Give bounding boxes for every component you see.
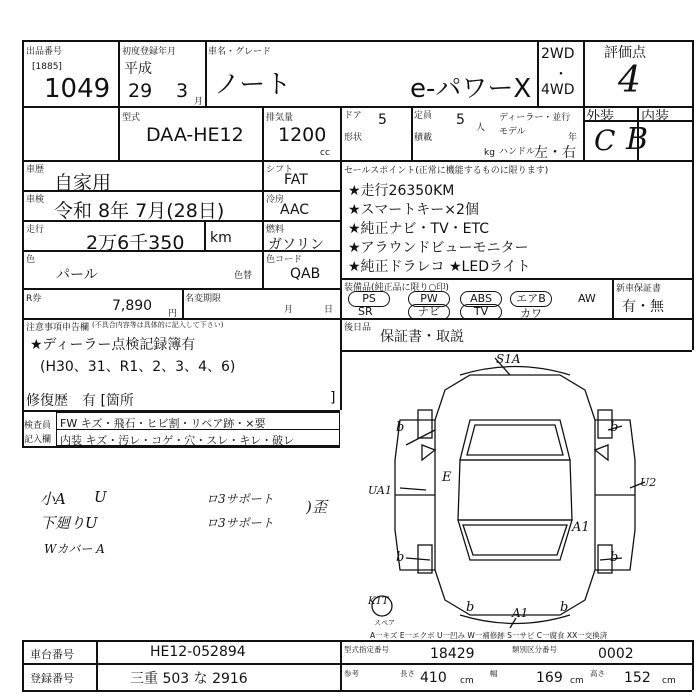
use: 自家用 <box>54 172 112 194</box>
hand-note-r2: ロ3サポート <box>206 516 274 530</box>
repair-end: ] <box>330 390 336 406</box>
fuel-label: 燃料 <box>266 225 285 235</box>
grade: e-パワーX <box>410 74 532 104</box>
hand-note-1b: U <box>94 488 107 506</box>
recycle-unit: 円 <box>168 309 178 319</box>
load-label: 積載 <box>414 133 433 143</box>
mark-b-5: b <box>466 600 475 615</box>
month-unit: 月 <box>194 97 204 107</box>
hand-note-brace: )歪 <box>306 498 327 516</box>
height: 152 <box>624 670 651 686</box>
equip-aw: AW <box>578 292 596 305</box>
hand-note-r1: ロ3サポート <box>206 492 274 506</box>
notes-sub: (不具合内容等は具体的に記入して下さい) <box>92 321 224 329</box>
era: 平成 <box>124 61 152 77</box>
mark-e: E <box>442 470 452 485</box>
int-label: 内装 <box>641 109 669 125</box>
inspector-label-2: 記入欄 <box>24 435 52 445</box>
inspector-row2: 内装 キズ・汚レ・コゲ・穴・スレ・キレ・破レ <box>60 434 295 447</box>
ac-label: 冷房 <box>266 195 285 205</box>
damage-legend: A一キズ E一エクボ U一凹み W一補修跡 S一サビ C一腐食 XX一交換済 <box>370 631 608 640</box>
mark-k1t: K1T <box>368 596 389 607</box>
km-label: 走行 <box>26 225 45 235</box>
height-unit: cm <box>662 676 676 686</box>
int-score: B <box>626 122 649 157</box>
shaken-label: 車検 <box>26 195 45 205</box>
drive-dot: ・ <box>554 67 568 83</box>
chassis-no: HE12-052894 <box>150 644 246 660</box>
color-code-label: 色コード <box>266 255 303 265</box>
width-unit: cm <box>570 676 584 686</box>
equip-leather: カワ <box>520 307 542 320</box>
shape-label: 形状 <box>344 133 363 143</box>
dims-label: 参考 <box>344 669 359 678</box>
recycle-fee: 7,890 <box>112 298 153 314</box>
sales-point-2: ★スマートキー×2個 <box>348 202 479 218</box>
mark-b-2: b <box>610 420 619 435</box>
dealer-label: ディーラー・並行 <box>499 113 571 123</box>
hand-note-2: 下廻りU <box>40 514 98 532</box>
plate-label: 登録番号 <box>30 672 74 685</box>
model-year-label: モデル <box>499 127 526 137</box>
mark-b-1: b <box>396 420 405 435</box>
warranty: 有・無 <box>622 299 664 315</box>
hand-note-3: Wカバー A <box>44 542 105 556</box>
notes-line1: ★ディーラー点検記録簿有 <box>30 337 196 353</box>
repair: 有 [箇所 <box>82 393 134 409</box>
sales-point-5: ★純正ドラレコ ★LEDライト <box>348 259 531 275</box>
equip-pw: PW <box>408 291 450 307</box>
repair-label: 修復歴 <box>26 393 68 409</box>
equip-ps: PS <box>348 291 390 307</box>
displacement: 1200 <box>278 124 327 146</box>
equip-sr: SR <box>358 305 373 318</box>
mark-b-3: b <box>396 550 405 565</box>
color: パール <box>56 267 98 283</box>
first-reg-label: 初度登録年月 <box>122 47 177 57</box>
ext-score: C <box>594 124 616 157</box>
hand-note-1: 小A <box>40 490 66 508</box>
mark-ua1: UA1 <box>368 484 392 497</box>
capacity-label: 定員 <box>414 111 433 121</box>
score-label: 評価点 <box>604 45 646 61</box>
equip-tv: TV <box>460 304 502 320</box>
km-unit: km <box>210 230 232 246</box>
mark-b-4: b <box>610 550 619 565</box>
name-change-label: 名変期限 <box>185 294 222 304</box>
car-diagram <box>360 350 690 640</box>
later-label: 後日品 <box>344 323 372 333</box>
car-name: ノート <box>214 70 292 100</box>
width-label: 幅 <box>490 669 498 678</box>
equip-airbag: エアB <box>510 291 552 307</box>
model: DAA-HE12 <box>146 124 244 146</box>
mark-front-s1a: S1A <box>496 352 521 366</box>
drive-4wd: 4WD <box>541 82 575 98</box>
mileage: 2万6千350 <box>86 232 185 254</box>
fuel: ガソリン <box>268 237 324 253</box>
notes-line2: (H30、31、R1、2、3、4、6) <box>40 359 236 375</box>
height-label: 高さ <box>590 669 605 678</box>
lot-label: 出品番号 <box>26 47 63 57</box>
class-no: 0002 <box>598 646 634 662</box>
model-year-unit: 年 <box>568 133 578 143</box>
equip-navi: ナビ <box>408 304 450 320</box>
notes-label: 注意事項申告欄 <box>26 323 90 333</box>
name-change-month: 月 <box>284 305 294 315</box>
reg-year: 29 <box>128 80 153 102</box>
color-change-label: 色替 <box>234 271 253 281</box>
chassis-label: 車台番号 <box>30 648 74 661</box>
sales-point-4: ★アラウンドビューモニター <box>348 240 529 256</box>
color-code: QAB <box>290 266 321 282</box>
disp-unit: cc <box>320 148 330 158</box>
overall-score: 4 <box>618 60 641 101</box>
capacity: 5 <box>456 112 465 128</box>
shift-label: シフト <box>266 165 294 175</box>
capacity-unit: 人 <box>476 123 486 133</box>
type-no-label: 型式指定番号 <box>344 645 389 654</box>
mark-a1-rear: A1 <box>512 606 529 620</box>
spare-label: スペア <box>374 619 395 627</box>
load-unit: kg <box>484 148 495 158</box>
inspector-label-1: 検査員 <box>24 421 52 431</box>
equipment-label: 装備品(純正品に限り○印) <box>344 283 449 293</box>
use-label: 車歴 <box>26 165 45 175</box>
sales-point-3: ★純正ナビ・TV・ETC <box>348 221 490 237</box>
length-label: 長さ <box>400 669 415 678</box>
ext-label: 外装 <box>586 109 614 125</box>
reg-month: 3 <box>176 80 189 102</box>
width: 169 <box>536 670 563 686</box>
warranty-label: 新車保証書 <box>616 284 662 294</box>
handle: 左・右 <box>534 145 576 161</box>
mark-a1-side: A1 <box>572 520 590 535</box>
length-unit: cm <box>460 676 474 686</box>
door-label: ドア <box>344 111 362 121</box>
mark-b-6: b <box>560 600 569 615</box>
class-no-label: 類別区分番号 <box>512 645 557 654</box>
drive-2wd: 2WD <box>541 46 575 62</box>
sales-point-1: ★走行26350KM <box>348 183 455 199</box>
doors: 5 <box>378 112 387 128</box>
lot-sub: [1885] <box>32 62 62 72</box>
later-items: 保証書・取説 <box>380 329 464 345</box>
inspector-row1: FW キズ・飛石・ヒビ割・リペア跡・×要 <box>60 417 266 430</box>
handle-label: ハンドル <box>499 147 536 157</box>
recycle-label: R券 <box>26 294 42 304</box>
disp-label: 排気量 <box>266 113 294 123</box>
ac: AAC <box>280 202 310 218</box>
length: 410 <box>420 670 447 686</box>
name-change-day: 日 <box>324 305 334 315</box>
lot-number: 1049 <box>44 74 111 104</box>
color-label: 色 <box>26 255 36 265</box>
type-no: 18429 <box>430 646 475 662</box>
mark-u2: U2 <box>640 476 657 489</box>
equip-abs: ABS <box>460 291 502 307</box>
sales-label: セールスポイント(正常に機能するものに限ります) <box>344 166 549 176</box>
model-label: 型式 <box>122 113 141 123</box>
shaken: 令和 8年 7月(28日) <box>54 200 225 222</box>
plate-no: 三重 503 な 2916 <box>130 671 248 687</box>
car-name-label: 車名・グレード <box>208 47 272 57</box>
shift: FAT <box>284 172 308 188</box>
